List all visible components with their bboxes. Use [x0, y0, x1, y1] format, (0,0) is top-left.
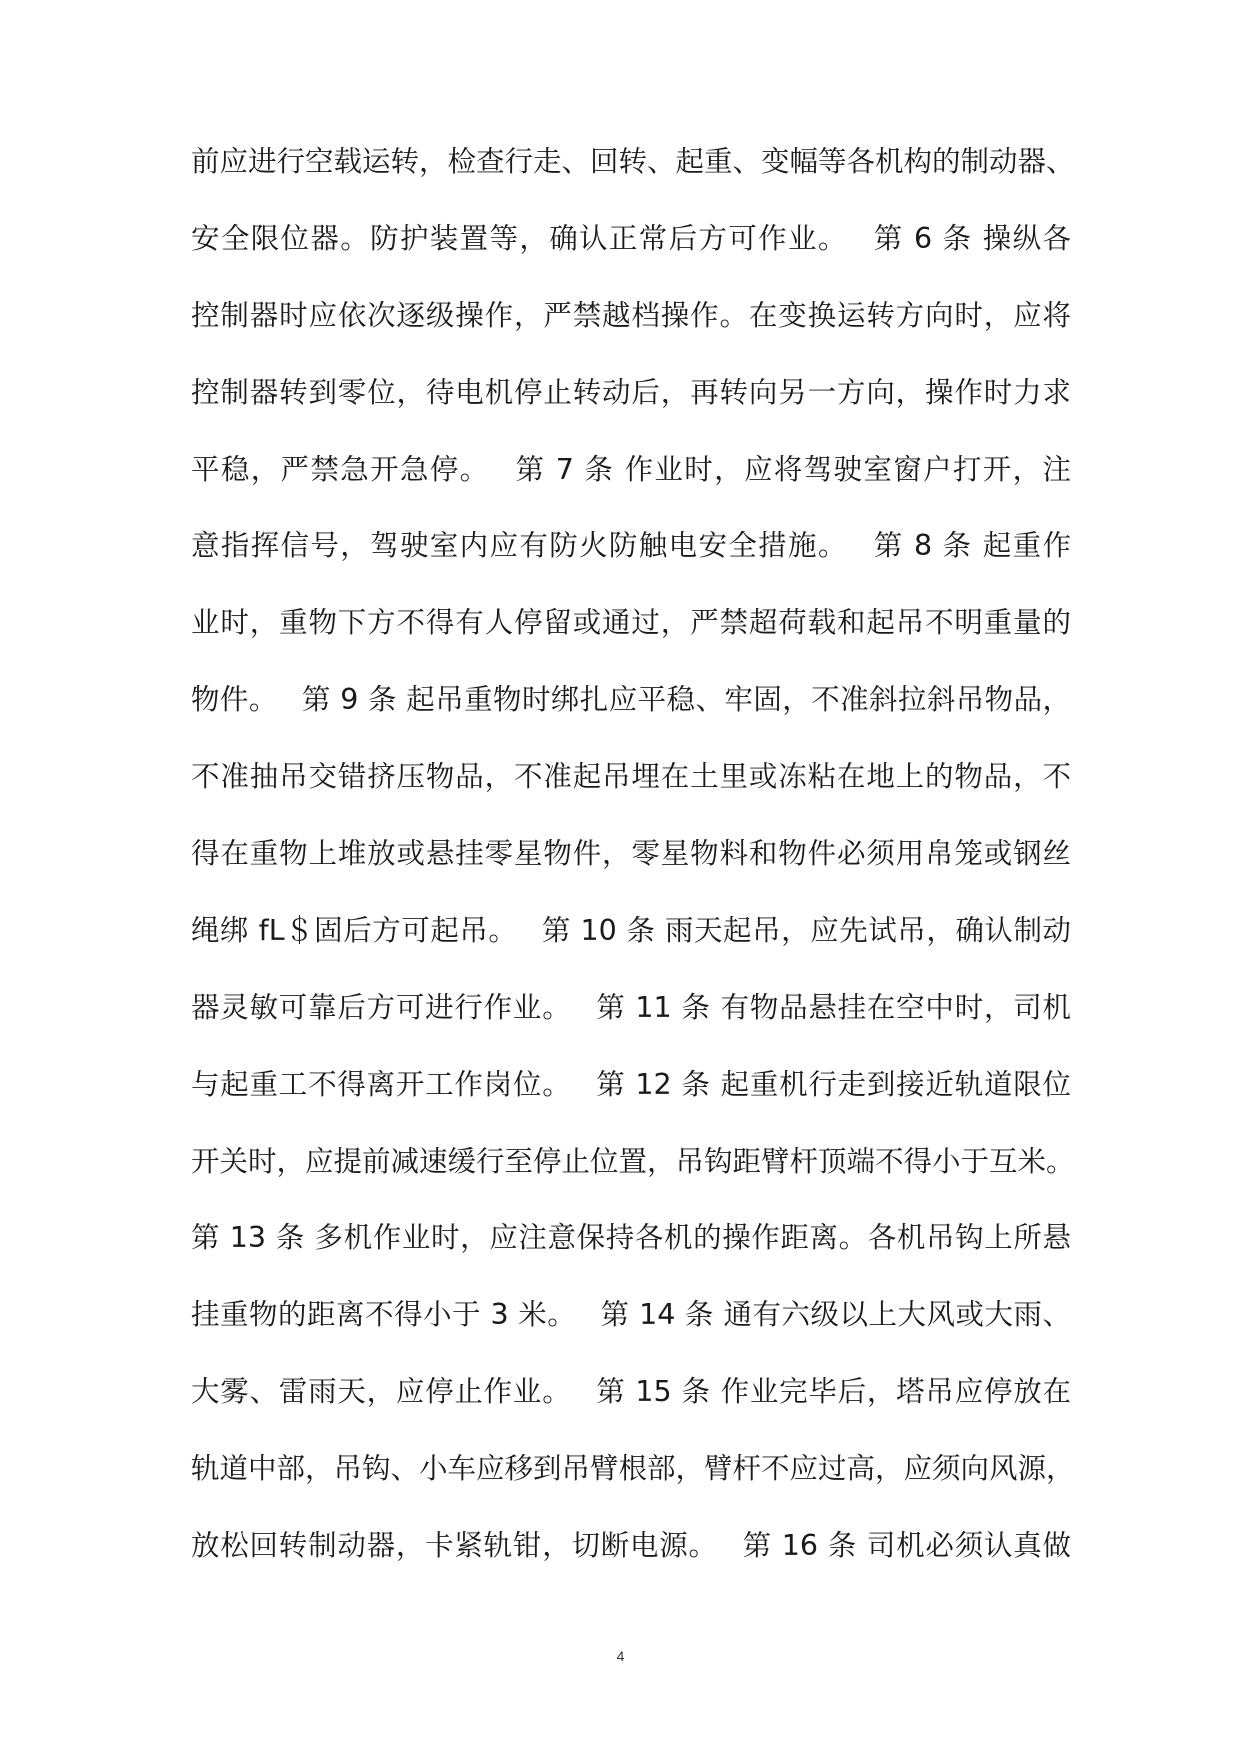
text-line: 业时，重物下方不得有人停留或通过，严禁超荷载和起吊不明重量的 — [191, 606, 1071, 640]
body-text — [191, 132, 1075, 1593]
text-line: 与起重工不得离开工作岗位。 第 12 条 起重机行走到接近轨道限位 — [191, 1067, 1071, 1101]
text-line: 开关时，应提前减速缓行至停止位置，吊钩距臂杆顶端不得小于互米。 — [191, 1144, 1075, 1178]
text-line: 第 13 条 多机作业时，应注意保持各机的操作距离。各机吊钩上所悬 — [191, 1221, 1071, 1255]
text-line: 器灵敏可靠后方可进行作业。 第 11 条 有物品悬挂在空中时，司机 — [191, 990, 1071, 1024]
text-line: 安全限位器。防护装置等，确认正常后方可作业。 第 6 条 操纵各 — [191, 221, 1071, 255]
text-line: 不准抽吊交错挤压物品，不准起吊埋在土里或冻粘在地上的物品，不 — [191, 760, 1071, 794]
text-line: 放松回转制动器，卡紧轨钳，切断电源。 第 16 条 司机必须认真做 — [191, 1529, 1071, 1563]
text-line: 前应进行空载运转，检查行走、回转、起重、变幅等各机构的制动器、 — [191, 145, 1075, 178]
text-line: 意指挥信号，驾驶室内应有防火防触电安全措施。 第 8 条 起重作 — [191, 529, 1071, 563]
text-line: 控制器时应依次逐级操作，严禁越档操作。在变换运转方向时，应将 — [191, 298, 1071, 332]
text-line: 轨道中部，吊钩、小车应移到吊臂根部，臂杆不应过高，应须向风源， — [191, 1452, 1075, 1486]
text-line: 控制器转到零位，待电机停止转动后，再转向另一方向，操作时力求 — [191, 375, 1071, 409]
text-line: 大雾、雷雨天，应停止作业。 第 15 条 作业完毕后，塔吊应停放在 — [191, 1375, 1071, 1409]
text-line: 平稳，严禁急开急停。 第 7 条 作业时，应将驾驶室窗户打开，注 — [191, 452, 1071, 486]
text-line: 挂重物的距离不得小于 3 米。 第 14 条 通有六级以上大风或大雨、 — [191, 1298, 1071, 1332]
page-number: 4 — [616, 1648, 625, 1664]
text-line: 绳绑 fL＄固后方可起吊。 第 10 条 雨天起吊，应先试吊，确认制动 — [191, 913, 1071, 947]
text-line: 物件。 第 9 条 起吊重物时绑扎应平稳、牢固，不准斜拉斜吊物品， — [191, 683, 1071, 717]
text-line: 得在重物上堆放或悬挂零星物件，零星物料和物件必须用帛笼或钢丝 — [191, 837, 1071, 871]
